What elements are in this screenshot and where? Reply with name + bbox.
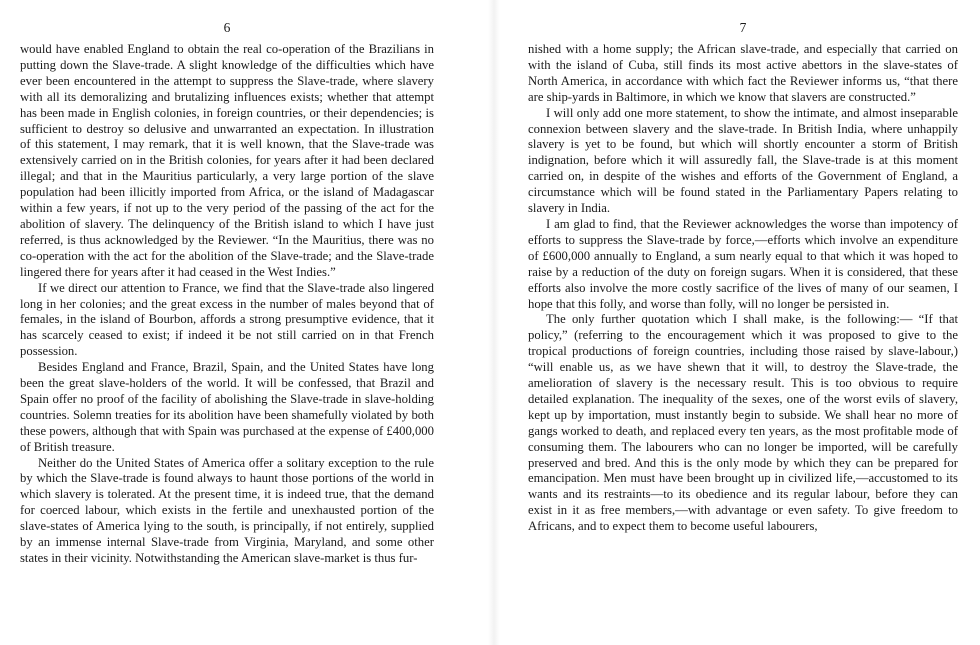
paragraph: The only further quotation which I shall make, is the following:— “If that policy,” (referring to the encouragement which it was proposed to give to the tropical productions of foreign countries, including those raised by slave-labour,) “will enable us, as we have shewn that it will, to destroy the Slave-trade, the amelioration of slavery is the necessary result. This is too obvious to require detailed explanation. The inequality of the sexes, one of the worst evils of slavery, kept up by importation, must instantly begin to subside. We shall hear no more of gangs worked to death, and replaced every ten years, as the most profitable mode of consuming them. The labourers who can no longer be imported, will be carefully preserved and bred. And this is the only mode by which they can be prepared for emancipation. Men must have been brought up in civilized life,—accustomed to its wants and its restraints—to its obedience and its regular labour, before they can exist in it as free members,—with advantage or even safety. To give freedom to Africans, and to expect them to become useful labourers, (528, 312, 958, 534)
paragraph: I will only add one more statement, to show the intimate, and almost inseparable connexion between slavery and the slave-trade. In British India, where unhappily slavery is yet to be found, but which will shortly encounter a storm of British indignation, before which it will assuredly fall, the Slave-trade is at this moment carried on, in despite of the wishes and efforts of the Government of England, a circumstance which will be found stated in the Parliamentary Papers relating to slavery in India. (528, 105, 958, 216)
left-page (0, 0, 478, 645)
paragraph: I am glad to find, that the Reviewer acknowledges the worse than impotency of efforts to suppress the Slave-trade by force,—efforts which involve an expenditure of £600,000 annually to England, a sum nearly equal to that which it was hoped to raise by a reduction of the duty on foreign sugars. When it is considered, that these efforts also involve the more costly sacrifice of the lives of many of our seamen, I hope that this folly, and worse than folly, will no longer be persisted in. (528, 216, 958, 311)
right-page (510, 0, 980, 645)
paragraph: Neither do the United States of America offer a solitary exception to the rule by which the Slave-trade is found always to haunt those portions of the world in which slavery is tolerated. At the present time, it is indeed true, that the demand for coerced labour, which exists in the fertile and unexhausted portion of the slave-states of America lying to the south, is principally, if not entirely, supplied by an immense internal Slave-trade from Virginia, Maryland, and some other states in their vicinity. Notwithstanding the American slave-market is thus fur- (20, 455, 434, 565)
paragraph: nished with a home supply; the African slave-trade, and especially that carried on with the island of Cuba, still finds its most active abettors in the slave-states of North America, in accordance with which fact the Reviewer informs us, “that there are ship-yards in Baltimore, in which we know that slavers are constructed.” (528, 42, 958, 104)
page-number-left: 6 (223, 20, 231, 35)
paragraph: would have enabled England to obtain the real co-operation of the Brazilians in putting down the Slave-trade. A slight knowledge of the difficulties which have ever been encountered in the attempt to suppress the Slave-trade, where slavery with all its demoralizing and brutalizing influences exists; whether that attempt has been made in English colonies, in foreign countries, or their dependencies; is sufficient to destroy so delusive and unwarranted an expectation. In illustration of this statement, I may remark, that it is well known, that the Slave-trade was extensively carried on in the British colonies, for years after it had been declared illegal; and that in the Mauritius particularly, a very large portion of the slave population had been illicitly imported from Africa, or the island of Madagascar within a few years, if not up to the very period of the passing of the act for the abolition of slavery. The delinquency of the British island to which I have just referred, is thus acknowledged by the Reviewer. “In the Mauritius, there was no co-operation with the act for the abolition of the Slave-trade; and the Slave-trade lingered there for years after it had ceased in the West Indies.” (20, 42, 434, 279)
paragraph: If we direct our attention to France, we find that the Slave-trade also lingered long in her colonies; and the great excess in the number of males beyond that of females, in the island of Bourbon, affords a strong presumptive evidence, that it has scarcely ceased to exist; if indeed it be not still carried on in that French possession. (20, 280, 434, 359)
page-gutter (488, 0, 500, 645)
paragraph: Besides England and France, Brazil, Spain, and the United States have long been the great slave-holders of the world. It will be confessed, that Brazil and Spain offer no proof of the facility of abolishing the Slave-trade in slave-holding countries. Solemn treaties for its abolition have been shamefully violated by both these powers, although that with Spain was purchased at the expense of £400,000 of British treasure. (20, 360, 434, 454)
page-number-right: 7 (739, 20, 747, 35)
